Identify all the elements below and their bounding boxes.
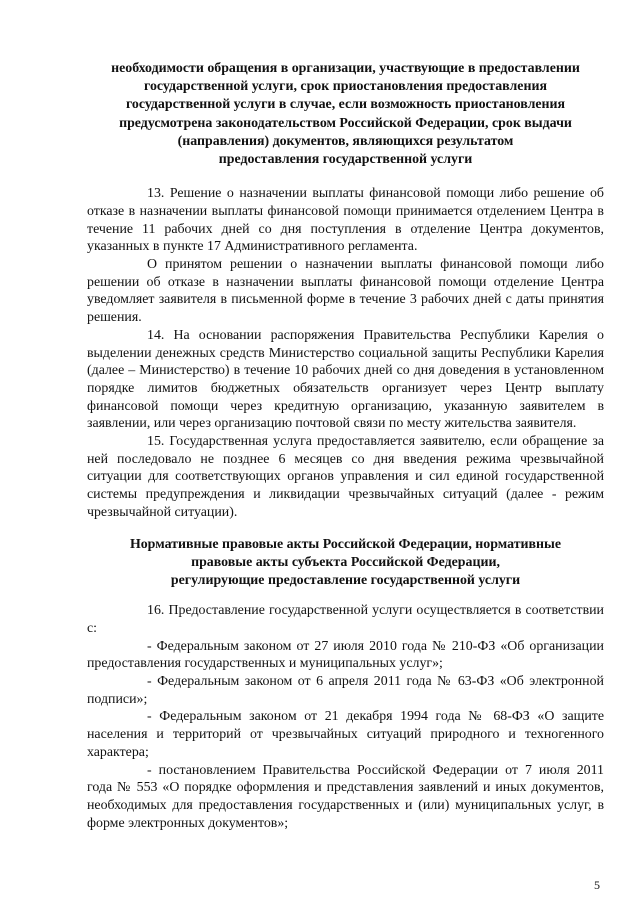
heading-line: регулирующие предоставление государственной услуги xyxy=(170,572,521,588)
heading-line: (направления) документов, являющихся результатом xyxy=(177,133,514,149)
heading-line: предусмотрена законодательством Российской Федерации, срок выдачи xyxy=(119,115,572,131)
heading-line: Нормативные правовые акты Российской Федерации, нормативные xyxy=(129,536,562,552)
section-heading-2 xyxy=(87,536,604,591)
section-1-body xyxy=(87,185,604,521)
heading-line: государственной услуги в случае, если возможность приостановления xyxy=(125,97,566,113)
paragraph-15: 15. Государственная услуга предоставляется заявителю, если обращение за ней последовало не позднее 6 месяцев со дня введения режима чрезвычайной ситуации для соответствующих органов управления и сил единой государственной системы предупреждения и ликвидации чрезвычайных ситуаций (далее - режим чрезвычайной ситуации). xyxy=(87,434,604,520)
paragraph-16: 16. Предоставление государственной услуги осуществляется в соответствии с: xyxy=(87,603,604,636)
heading-line: предоставления государственной услуги xyxy=(218,152,473,168)
list-item: - Федеральным законом от 21 декабря 1994 года № 68-ФЗ «О защите населения и территорий от чрезвычайных ситуаций природного и техногенного характера; xyxy=(87,709,604,760)
paragraph-13-notice: О принятом решении о назначении выплаты финансовой помощи либо решении об отказе в назначении выплаты финансовой помощи отделение Центра уведомляет заявителя в письменной форме в течение 3 рабочих дней с даты принятия решения. xyxy=(87,257,604,326)
section-2-body xyxy=(87,602,604,832)
document-page xyxy=(87,60,604,832)
heading-line: правовые акты субъекта Российской Федерации, xyxy=(191,554,500,570)
page-number: 5 xyxy=(594,878,600,892)
paragraph-14: 14. На основании распоряжения Правительства Республики Карелия о выделении денежных средств Министерство социальной защиты Республики Карелия (далее – Министерство) в течение 10 рабочих дней со дня доведения в установленном порядке лимитов бюджетных обязательств организует через Центр выплату финансовой помощи через кредитную организацию, указанную заявителем в заявлении, или через организацию почтовой связи по месту жительства заявителя. xyxy=(87,327,604,432)
paragraph-13: 13. Решение о назначении выплаты финансовой помощи либо решение об отказе в назначении выплаты финансовой помощи принимается отделением Центра в течение 11 рабочих дней со дня поступления в отделение Центра документов, указанных в пункте 17 Административного регламента. xyxy=(87,186,604,255)
list-item: - Федеральным законом от 27 июля 2010 года № 210-ФЗ «Об организации предоставления государственных и муниципальных услуг»; xyxy=(87,638,604,672)
section-heading-1 xyxy=(87,60,604,169)
list-item: - постановлением Правительства Российской Федерации от 7 июля 2011 года № 553 «О порядке оформления и представления заявлений и иных документов, необходимых для предоставления государственных и (или) муниципальных услуг, в форме электронных документов»; xyxy=(87,762,604,831)
heading-line: необходимости обращения в организации, участвующие в предоставлении xyxy=(111,61,580,76)
list-item: - Федеральным законом от 6 апреля 2011 года № 63-ФЗ «Об электронной подписи»; xyxy=(87,674,604,707)
heading-line: государственной услуги, срок приостановления предоставления xyxy=(144,79,547,95)
